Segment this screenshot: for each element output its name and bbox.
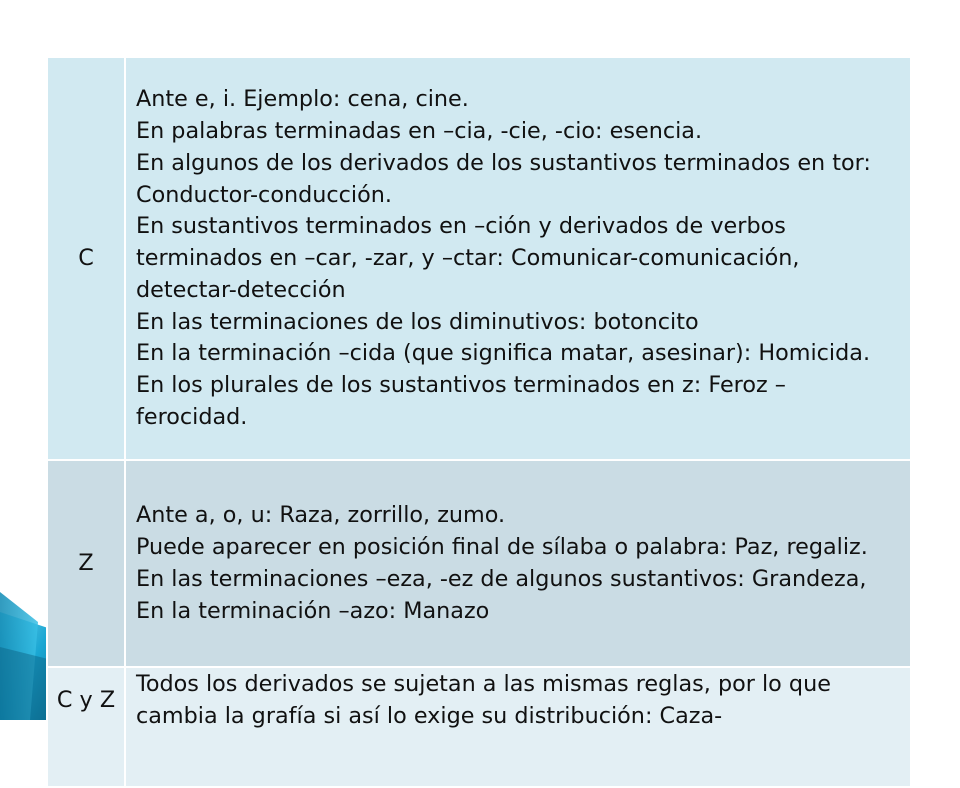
rule-text: Ante e, i. Ejemplo: cena, cine. xyxy=(136,86,469,113)
rules-cell xyxy=(125,460,911,667)
orthography-rules-table xyxy=(46,56,912,788)
rule-text: En los plurales de los sustantivos terminados en z: Feroz – ferocidad. xyxy=(136,372,786,431)
table-row xyxy=(47,667,911,787)
letter-cell: C xyxy=(47,57,125,460)
rule-text: En las terminaciones –eza, -ez de algunos sustantivos: Grandeza, xyxy=(136,566,867,592)
rule-text: Puede aparecer en posición final de sílaba o palabra: Paz, regaliz. xyxy=(136,534,868,561)
rule-text: Ante a, o, u: Raza, zorrillo, zumo. xyxy=(136,502,506,529)
rules-cell xyxy=(125,57,911,460)
letter-cell: C y Z xyxy=(47,667,125,787)
rules-cell xyxy=(125,667,911,787)
rule-text: En palabras terminadas en –cia, -cie, -cio: esencia. xyxy=(136,117,703,144)
rule-text: En la terminación –azo: Manazo xyxy=(136,597,490,624)
table-row xyxy=(47,57,911,460)
table-row xyxy=(47,460,911,667)
rule-text: En las terminaciones de los diminutivos: botoncito xyxy=(136,308,699,335)
rule-text: En sustantivos terminados en –ción y derivados de verbos terminados en –car, -zar, y –ctar: Comunicar-comunicación, detectar-detección xyxy=(136,213,800,303)
rule-text: En la terminación –cida (que significa matar, asesinar): Homicida. xyxy=(136,340,871,367)
rule-text: En algunos de los derivados de los sustantivos terminados en tor: Conductor-conducción. xyxy=(136,149,871,208)
letter-cell: Z xyxy=(47,460,125,667)
rule-text: Todos los derivados se sujetan a las mismas reglas, por lo que cambia la grafía si así lo exige su distribución: Caza- xyxy=(136,671,831,729)
